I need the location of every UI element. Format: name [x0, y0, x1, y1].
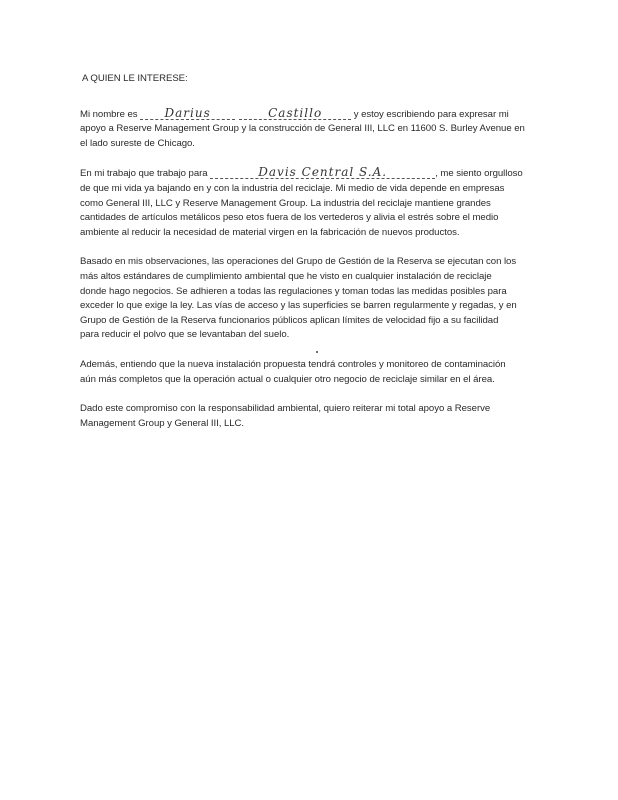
paragraph-closing [80, 402, 544, 431]
observations-line-4: exceder lo que exige la ley. Las vías de acceso y las superficies se barren regularmente y regadas, y en [80, 300, 517, 312]
intro-prefix: Mi nombre es [80, 108, 138, 120]
work-line-4: cantidades de artículos metálicos peso etos fuera de los vertederos y alivia el estrés sobre el medio [80, 212, 499, 224]
work-prefix: En mi trabajo que trabajo para [80, 168, 208, 180]
work-line-5: ambiente al reducir la necesidad de material virgen en la fabricación de nuevos productos. [80, 226, 460, 238]
scan-speck [316, 351, 318, 353]
observations-line-6: para reducir el polvo que se levantaban del suelo. [80, 329, 290, 341]
work-line-2: de que mi vida ya bajando en y con la industria del reciclaje. Mi medio de vida depende en empresas [80, 182, 505, 194]
letter-body [80, 72, 544, 446]
handwritten-first-name: Darius [140, 107, 235, 120]
intro-line-2: apoyo a Reserve Management Group y la construcción de General III, LLC en 11600 S. Burley Avenue en [80, 123, 525, 135]
intro-line-3: el lado sureste de Chicago. [80, 137, 195, 149]
work-suffix: , me siento orgulloso [435, 168, 523, 180]
observations-line-1: Basado en mis observaciones, las operaciones del Grupo de Gestión de la Reserva se ejecutan con los [80, 256, 517, 268]
observations-line-5: Grupo de Gestión de la Reserva funcionarios públicos aplican límites de velocidad fijo a su facilidad [80, 314, 499, 326]
observations-line-2: más altos estándares de cumplimiento ambiental que he visto en cualquier instalación de reciclaje [80, 270, 492, 282]
intro-suffix: y estoy escribiendo para expresar mi [353, 108, 509, 120]
paragraph-observations [80, 255, 544, 343]
handwritten-last-name: Castillo [239, 107, 351, 120]
facility-line-1: Además, entiendo que la nueva instalación propuesta tendrá controles y monitoreo de contaminación [80, 358, 506, 370]
paragraph-work [80, 166, 544, 240]
facility-line-2: aún más completos que la operación actual o cualquier otro negocio de reciclaje similar en el área. [80, 373, 495, 385]
closing-line-2: Management Group y General III, LLC. [80, 417, 245, 429]
greeting: A QUIEN LE INTERESE: [82, 73, 188, 84]
work-line-3: como General III, LLC y Reserve Management Group. La industria del reciclaje mantiene grandes [80, 197, 491, 209]
closing-line-1: Dado este compromiso con la responsabilidad ambiental, quiero reiterar mi total apoyo a Reserve [80, 403, 491, 415]
intro-line-1 [80, 107, 544, 123]
handwritten-company: Davis Central S.A. [210, 166, 435, 179]
observations-line-3: donde hago negocios. Se adhieren a todas las regulaciones y toman todas las medidas posibles para [80, 285, 507, 297]
paragraph-intro [80, 107, 544, 152]
work-line-1 [80, 166, 544, 182]
paragraph-facility [80, 358, 544, 387]
